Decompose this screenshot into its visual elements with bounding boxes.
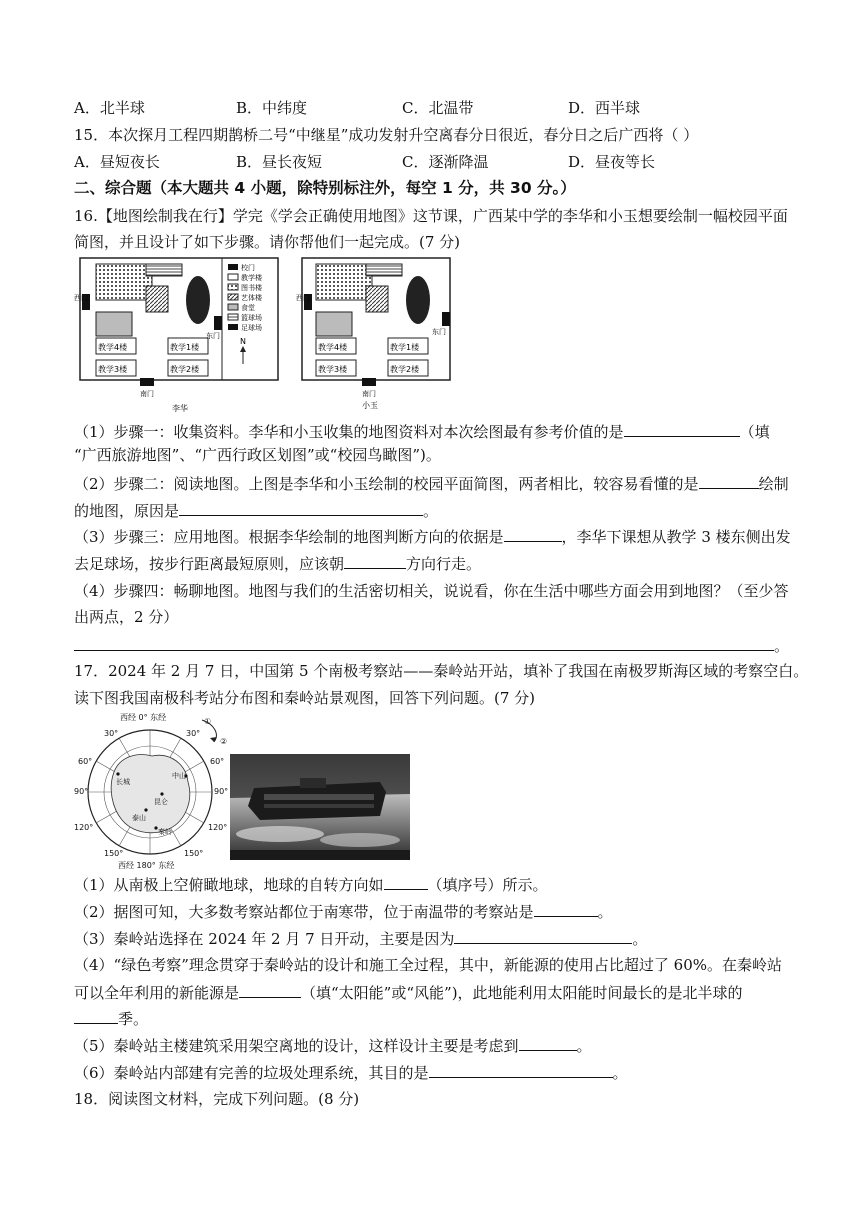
q16-step1: （1）步骤一：收集资料。李华和小玉收集的地图资料对本次绘图最有参考价值的是 （填	[74, 420, 770, 443]
q17-q1-blank[interactable]	[384, 873, 428, 890]
lihua-west-gate: 西门	[74, 294, 88, 302]
q16-step4-answer-line: 。	[74, 634, 789, 657]
q17-q3-blank[interactable]	[454, 927, 632, 944]
q15-stem: 15．本次探月工程四期鹊桥二号“中继星”成功发射升空离春分日很近，春分日之后广西将（ ）	[74, 126, 699, 144]
q16-step3-blank1[interactable]	[504, 525, 562, 542]
qinling-station-photo	[230, 754, 410, 860]
legend-gate: 校门	[241, 264, 255, 272]
section2-title: 二、综合题（本大题共 4 小题，除特别标注外，每空 1 分，共 30 分。）	[74, 179, 576, 197]
xiaoyu-building-4: 教学4楼	[318, 343, 348, 352]
q16-step4: （4）步骤四：畅聊地图。地图与我们的生活密切相关，说说看，你在生活中哪些方面会用到地图？（至少答	[74, 582, 789, 600]
lihua-building-3: 教学3楼	[98, 365, 128, 374]
q16-step1-blank[interactable]	[624, 420, 740, 437]
q17-q1: （1）从南极上空俯瞰地球，地球的自转方向如 （填序号）所示。	[74, 873, 548, 896]
q15-option-a: A．昼短夜长	[74, 153, 160, 171]
q17-q5-blank[interactable]	[519, 1034, 577, 1051]
q14-option-b: B．中纬度	[236, 99, 308, 117]
xiaoyu-building-1: 教学1楼	[390, 343, 420, 352]
lihua-building-2: 教学2楼	[170, 365, 200, 374]
arrow-label-1: ①	[204, 717, 212, 726]
q16-step2-blank1[interactable]	[699, 472, 759, 489]
station-changcheng: 长城	[116, 778, 130, 786]
q16-step3-blank2[interactable]	[344, 552, 406, 569]
q16-step4-cont: 出两点，2 分）	[74, 608, 179, 626]
q17-q6-blank[interactable]	[429, 1061, 613, 1078]
q17-q4: （4）“绿色考察”理念贯穿于秦岭站的设计和施工全过程，其中，新能源的使用占比超过了 60%。在秦岭站	[74, 956, 782, 974]
q15-option-b: B．昼长夜短	[236, 153, 323, 171]
q16-step3-cont: 去足球场，按步行距离最短原则，应该朝 方向行走。	[74, 552, 481, 575]
q16-step1-cont: “广西旅游地图”、“广西行政区划图”或“校园鸟瞰图”)。	[74, 446, 441, 464]
lihua-building-4: 教学4楼	[98, 343, 128, 352]
q17-q4-cont2: 季。	[74, 1007, 148, 1030]
q16-step2-blank2[interactable]	[179, 499, 423, 516]
q18-stem: 18．阅读图文材料，完成下列问题。(8 分)	[74, 1090, 360, 1108]
legend-library: 图书楼	[241, 284, 262, 292]
north-label: N	[240, 337, 246, 346]
lon-60w: 60°	[78, 757, 93, 766]
xiaoyu-building-3: 教学3楼	[318, 365, 348, 374]
legend-football: 足球场	[241, 324, 262, 332]
q16-step2-cont: 的地图，原因是 。	[74, 499, 438, 522]
q17-q4-cont: 可以全年利用的新能源是 （填“太阳能”或“风能”)，此地能利用太阳能时间最长的是北半球的	[74, 981, 743, 1004]
lon-120w: 120°	[74, 823, 94, 832]
lon-90w: 90°	[74, 787, 89, 796]
lon-30w: 30°	[104, 729, 119, 738]
legend-arts: 艺体楼	[241, 294, 262, 302]
campus-map-xiaoyu	[296, 256, 461, 416]
q17-stem-line2: 读下图我国南极科考站分布图和秦岭站景观图，回答下列问题。(7 分)	[74, 689, 536, 707]
q17-q2-blank[interactable]	[534, 900, 598, 917]
arrow-label-2: ②	[220, 737, 228, 746]
q15-option-d: D．昼夜等长	[568, 153, 656, 171]
q14-option-c: C．北温带	[402, 99, 474, 117]
q17-stem-line1: 17．2024 年 2 月 7 日，中国第 5 个南极考察站——秦岭站开站，填补了我国在南极罗斯海区域的考察空白。	[74, 662, 809, 680]
lon-30e: 30°	[186, 729, 201, 738]
xiaoyu-west-gate: 西门	[296, 294, 310, 302]
q16-stem-line2: 简图，并且设计了如下步骤。请你帮他们一起完成。(7 分)	[74, 233, 461, 251]
station-kunlun: 昆仑	[154, 798, 168, 806]
lon-90e: 90°	[214, 787, 229, 796]
q14-option-a: A．北半球	[74, 99, 145, 117]
station-taishan: 泰山	[132, 814, 146, 822]
lon-150w: 150°	[104, 849, 124, 858]
q17-q6: （6）秦岭站内部建有完善的垃圾处理系统，其目的是 。	[74, 1061, 628, 1084]
q16-step2: （2）步骤二：阅读地图。上图是李华和小玉绘制的校园平面简图，两者相比，较容易看懂的是 绘制	[74, 472, 789, 495]
antarctica-station-map	[74, 712, 230, 870]
lon-150e: 150°	[184, 849, 204, 858]
q17-q4-blank1[interactable]	[239, 981, 301, 998]
legend-canteen: 食堂	[241, 304, 255, 312]
xiaoyu-east-gate: 东门	[432, 328, 446, 336]
lihua-owner: 李华	[172, 404, 188, 413]
lon-120e: 120°	[208, 823, 228, 832]
q15-option-c: C．逐渐降温	[402, 153, 489, 171]
q17-q3: （3）秦岭站选择在 2024 年 2 月 7 日开动，主要是因为 。	[74, 927, 647, 950]
q16-step3: （3）步骤三：应用地图。根据李华绘制的地图判断方向的依据是 ，李华下课想从教学 3 楼东侧出发	[74, 525, 791, 548]
polar-bottom-label: 西经 180° 东经	[118, 861, 175, 870]
legend-basketball: 篮球场	[241, 314, 262, 322]
north-arrow-icon	[240, 346, 246, 352]
xiaoyu-owner: 小玉	[362, 401, 378, 410]
xiaoyu-south-gate: 南门	[362, 390, 376, 398]
polar-top-label: 西经 0° 东经	[120, 713, 167, 722]
q17-q2: （2）据图可知，大多数考察站都位于南寒带，位于南温带的考察站是 。	[74, 900, 613, 923]
q17-q4-blank2[interactable]	[74, 1007, 118, 1024]
lon-60e: 60°	[210, 757, 225, 766]
campus-map-lihua	[74, 256, 284, 416]
legend-teaching: 教学楼	[241, 274, 262, 282]
q14-option-d: D．西半球	[568, 99, 641, 117]
q17-q5: （5）秦岭站主楼建筑采用架空离地的设计，这样设计主要是考虑到 。	[74, 1034, 592, 1057]
xiaoyu-building-2: 教学2楼	[390, 365, 420, 374]
q16-step4-blank[interactable]	[74, 634, 774, 651]
station-zhongshan: 中山	[172, 772, 186, 780]
lihua-east-gate: 东门	[206, 332, 220, 340]
lihua-building-1: 教学1楼	[170, 343, 200, 352]
lihua-south-gate: 南门	[140, 390, 154, 398]
q16-stem-line1: 16.【地图绘制我在行】学完《学会正确使用地图》这节课，广西某中学的李华和小玉想要绘制一幅校园平面	[74, 207, 788, 225]
station-qinling: 秦岭	[158, 828, 172, 836]
